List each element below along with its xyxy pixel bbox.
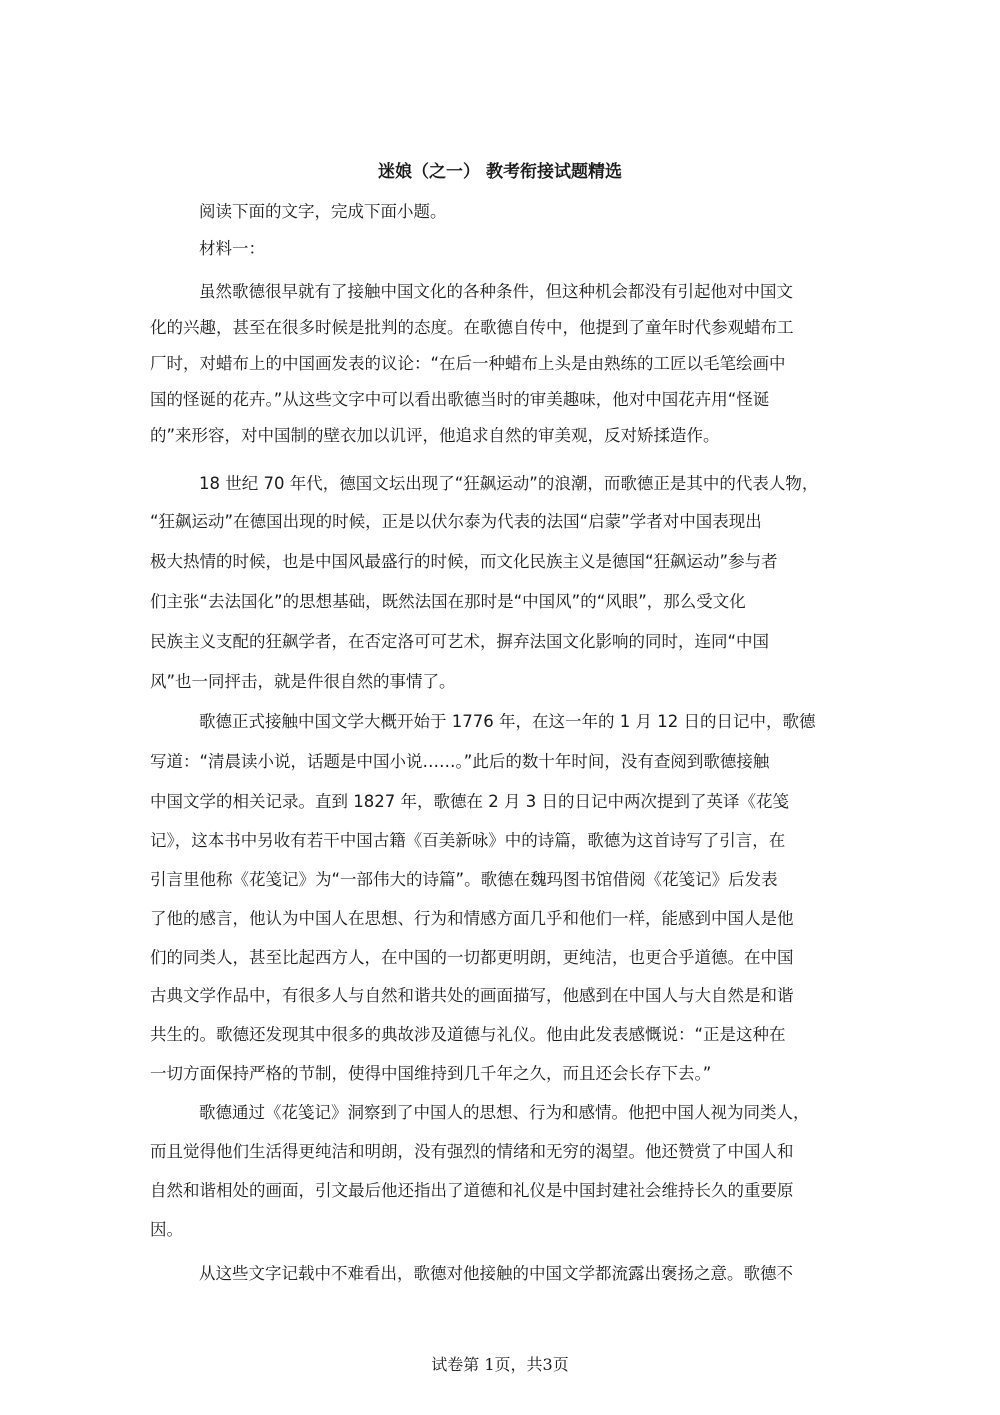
text-line: 极大热情的时候，也是中国风最盛行的时候，而文化民族主义是德国“狂飙运动”参与者: [150, 552, 778, 571]
text-line: 共生的。歌德还发现其中很多的典故涉及道德与礼仪。他由此发表感慨说：“正是这种在: [150, 1025, 786, 1044]
text-line: 写道：“清晨读小说，话题是中国小说……。”此后的数十年时间，没有查阅到歌德接触: [150, 752, 770, 771]
text-line: 自然和谐相处的画面，引文最后他还指出了道德和礼仪是中国封建社会维持长久的重要原: [150, 1181, 794, 1200]
text-line: 厂时，对蜡布上的中国画发表的议论：“在后一种蜡布上头是由熟练的工匠以毛笔绘画中: [150, 354, 786, 373]
text-line: 的”来形容，对中国制的壁衣加以讥评，他追求自然的审美观，反对矫揉造作。: [150, 426, 720, 445]
text-line: 材料一：: [199, 239, 265, 258]
text-line: 们主张“去法国化”的思想基础，既然法国在那时是“中国风”的“风眼”，那么受文化: [150, 592, 746, 611]
text-line: 了他的感言，他认为中国人在思想、行为和情感方面几乎和他们一样，能感到中国人是他: [150, 909, 794, 928]
text-line: 因。: [150, 1220, 183, 1239]
text-line: 歌德通过《花笺记》洞察到了中国人的思想、行为和感情。他把中国人视为同类人，: [199, 1103, 810, 1122]
text-line: 而且觉得他们生活得更纯洁和明朗，没有强烈的情绪和无穷的渴望。他还赞赏了中国人和: [150, 1142, 794, 1161]
text-line: 记》，这本书中另收有若干中国古籍《百美新咏》中的诗篇，歌德为这首诗写了引言，在: [150, 831, 786, 850]
text-line: 一切方面保持严格的节制，使得中国维持到几千年之久，而且还会长存下去。”: [150, 1064, 712, 1083]
text-line: 化的兴趣，甚至在很多时候是批判的态度。在歌德自传中，他提到了童年时代参观蜡布工: [150, 318, 794, 337]
page-footer: 试卷第 1页，共3页: [431, 1355, 569, 1374]
text-line: 中国文学的相关记录。直到 1827 年，歌德在 2 月 3 日的日记中两次提到了英译《花笺: [150, 792, 789, 811]
text-line: 从这些文字记载中不难看出，歌德对他接触的中国文学都流露出褒扬之意。歌德不: [199, 1264, 793, 1283]
text-line: 们的同类人，甚至比起西方人，在中国的一切都更明朗，更纯洁，也更合乎道德。在中国: [150, 948, 794, 967]
text-line: 国的怪诞的花卉。”从这些文字中可以看出歌德当时的审美趣味，他对中国花卉用“怪诞: [150, 390, 770, 409]
text-line: 引言里他称《花笺记》为“一部伟大的诗篇”。歌德在魏玛图书馆借阅《花笺记》后发表: [150, 870, 778, 889]
text-line: 虽然歌德很早就有了接触中国文化的各种条件，但这种机会都没有引起他对中国文: [199, 282, 793, 301]
text-line: 18 世纪 70 年代，德国文坛出现了“狂飙运动”的浪潮，而歌德正是其中的代表人物，: [199, 474, 819, 493]
text-line: 民族主义支配的狂飙学者，在否定洛可可艺术，摒弃法国文化影响的同时，连同“中国: [150, 632, 770, 651]
text-line: 歌德正式接触中国文学大概开始于 1776 年，在这一年的 1 月 12 日的日记中，歌德: [199, 712, 816, 731]
document-title: 迷娘（之一） 教考衔接试题精选: [378, 162, 622, 182]
text-line: “狂飙运动”在德国出现的时候，正是以伏尔泰为代表的法国“启蒙”学者对中国表现出: [150, 512, 762, 531]
text-line: 阅读下面的文字，完成下面小题。: [199, 202, 447, 221]
text-line: 古典文学作品中，有很多人与自然和谐共处的画面描写，他感到在中国人与大自然是和谐: [150, 986, 794, 1005]
text-line: 风”也一同抨击，就是件很自然的事情了。: [150, 672, 456, 691]
